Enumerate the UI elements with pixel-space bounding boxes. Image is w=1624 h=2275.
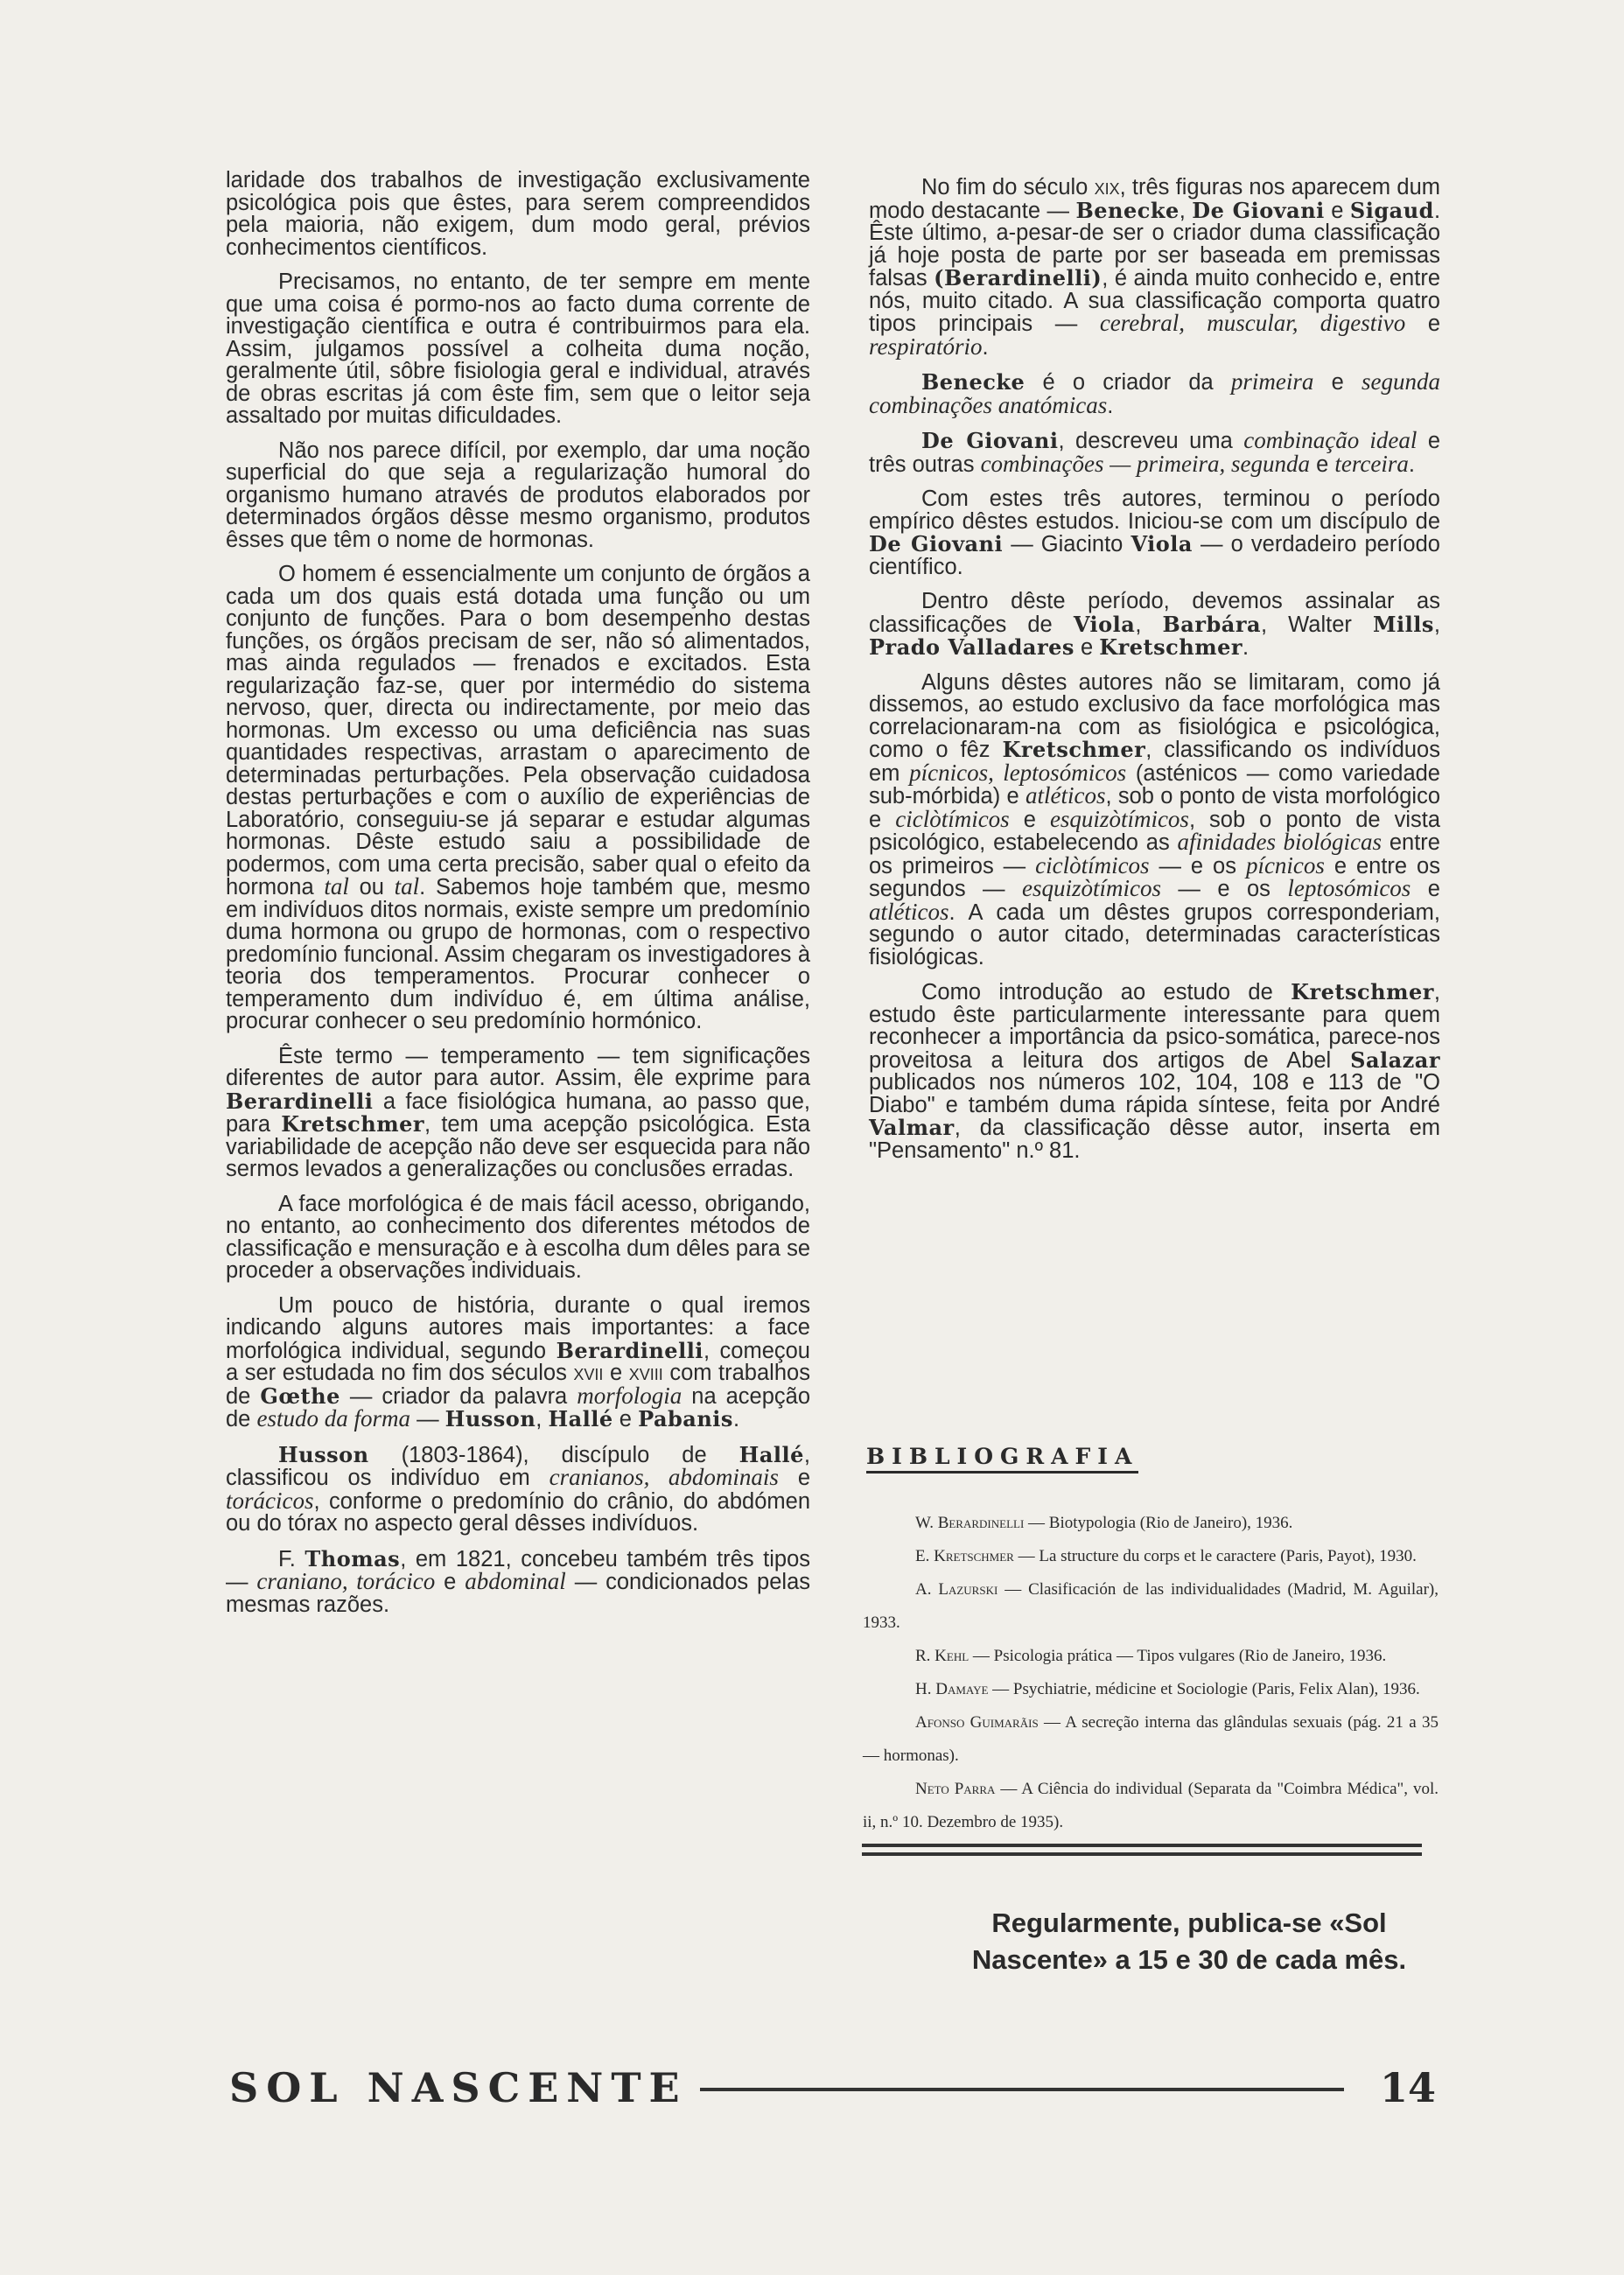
- bibliography-title: BIBLIOGRAFIA: [866, 1444, 1138, 1474]
- left-column: [226, 170, 810, 1628]
- divider: [862, 1852, 1422, 1856]
- bibliography-entry: A. Lazurski — Clasificación de las individualidades (Madrid, M. Aguilar), 1933.: [863, 1580, 1439, 1632]
- paragraph: Como introdução ao estudo de Kretschmer, estudo êste particularmente interessante para quem reconhecer a importância da psico-somática, parece-nos proveitosa a leitura dos artigos de Abel Salazar publicados nos números 102, 104, 108 e 113 de "O Diabo" e também duma rápida síntese, feita por André Valmar, da classificação dêsse autor, inserta em "Pensamento" n.º 81.: [869, 979, 1440, 1163]
- paragraph: Husson (1803-1864), discípulo de Hallé, classificou os indivíduo em cranianos, abdominais e torácicos, conforme o predomínio do crânio, do abdómen ou do tórax no aspecto geral dêsses indivíduos.: [226, 1441, 810, 1536]
- bibliography-entry: W. Berardinelli — Biotypologia (Rio de Janeiro), 1936.: [915, 1514, 1293, 1532]
- paragraph: A face morfológica é de mais fácil acesso, obrigando, no entanto, ao conhecimento dos diferentes métodos de classificação e mensuração e à escolha dum dêles para se proceder a observações individuais.: [226, 1191, 810, 1283]
- paragraph: Alguns dêstes autores não se limitaram, como já dissemos, ao estudo exclusivo da face morfológica mas correlacionaram-na com as fisiológica e psicológica, como o fêz Kretschmer, classificando os indivíduos em pícnicos, leptosómicos (asténicos — como variedade sub-mórbida) e atléticos, sob o ponto de vista morfológico e ciclòtímicos e esquizòtímicos, sob o ponto de vista psicológico, estabelecendo as afinidades biológicas entre os primeiros — ciclòtímicos — e os pícnicos e entre os segundos — esquizòtímicos — e os leptosómicos e atléticos. A cada um dêstes grupos corresponderiam, segundo o autor citado, determinadas características fisiológicas.: [869, 669, 1441, 970]
- paragraph: Um pouco de história, durante o qual iremos indicando alguns autores mais importantes: a face morfológica individual, segundo Berardinelli, começou a ser estudada no fim dos séculos xvii e xviii com trabalhos de Gœthe — criador da palavra morfologia na acepção de estudo da forma — Husson, Hallé e Pabanis.: [226, 1292, 811, 1432]
- bibliography-entry: Afonso Guimarãis — A secreção interna das glândulas sexuais (pág. 21 a 35 — hormonas).: [863, 1713, 1438, 1765]
- paragraph: Não nos parece difícil, por exemplo, dar uma noção superficial do que seja a regularização humoral do organismo humano através de produtos elaborados por determinados órgãos dêsse mesmo organismo, produtos êsses que têm o nome de hormonas.: [226, 438, 810, 552]
- publication-notice: Regularmente, publica-se «Sol Nascente» a 15 e 30 de cada mês.: [971, 1908, 1407, 1975]
- bibliography-list: [863, 1507, 1438, 1839]
- paragraph: De Giovani, descreveu uma combinação ideal e três outras combinações — primeira, segunda e terceira.: [869, 427, 1440, 477]
- paragraph: Êste termo — temperamento — tem significações diferentes de autor para autor. Assim, êle exprime para Berardinelli a face fisiológica humana, ao passo que, para Kretschmer, tem uma acepção psicológica. Esta variabilidade de acepção não deve ser esquecida para não sermos levados a generalizações ou conclusões erradas.: [226, 1043, 811, 1181]
- bibliography-entry: H. Damaye — Psychiatrie, médicine et Sociologie (Paris, Felix Alan), 1936.: [915, 1680, 1420, 1698]
- footer-rule: [700, 2088, 1344, 2091]
- footer-title: SOL NASCENTE: [229, 2064, 688, 2111]
- bibliography-entry: Neto Parra — A Ciência do individual (Separata da "Coimbra Médica", vol. ii, n.º 10. Dezembro de 1935).: [863, 1780, 1438, 1831]
- page-number: 14: [1380, 2064, 1437, 2111]
- paragraph: No fim do século xix, três figuras nos aparecem dum modo destacante — Benecke, De Giovani e Sigaud. Êste último, a-pesar-de ser o criador duma classificação já hoje posta de parte por ser baseada em premissas falsas (Berardinelli), é ainda muito conhecido e, entre nós, muito citado. A sua classificação comporta quatro tipos principais — cerebral, muscular, digestivo e respiratório.: [869, 175, 1441, 360]
- right-column: [869, 177, 1440, 1174]
- paragraph: laridade dos trabalhos de investigação exclusivamente psicológica pois que êstes, para serem compreendidos pela maioria, não exigem, dum modo geral, prévios conhecimentos científicos.: [226, 168, 810, 260]
- paragraph: O homem é essencialmente um conjunto de órgãos a cada um dos quais está dotada uma função ou um conjunto de funções. Para o bom desempenho destas funções, os órgãos precisam de ser, não só alimentados, mas ainda regulados — frenados e excitados. Esta regularização faz-se, quer por intermédio do sistema nervoso, quer, directa ou indirectamente, por meio das hormonas. Um excesso ou uma deficiência nas suas quantidades respectivas, arrastam o aparecimento de determinadas perturbações. Pela observação cuidadosa destas perturbações e com o auxílio de experiências de Laboratório, conseguiu-se já separar e estudar algumas hormonas. Dêste estudo saiu a possibilidade de podermos, com uma certa precisão, saber qual o efeito da hormona tal ou tal. Sabemos hoje também que, mesmo em indivíduos ditos normais, existe sempre um predomínio duma hormona ou grupo de hormonas, com o respectivo predomínio funcional. Assim chegaram os investigadores à teoria dos temperamentos. Procurar conhecer o temperamento dum indivíduo é, em última análise, procurar conhecer o seu predomínio hormónico.: [226, 562, 810, 1033]
- divider: [862, 1844, 1422, 1847]
- paragraph: Benecke é o criador da primeira e segunda combinações anatómicas.: [869, 368, 1440, 418]
- paragraph: Com estes três autores, terminou o período empírico dêstes estudos. Iniciou-se com um discípulo de De Giovani — Giacinto Viola — o verdadeiro período científico.: [869, 486, 1440, 579]
- paragraph: Dentro dêste período, devemos assinalar as classificações de Viola, Barbára, Walter Mills, Prado Valladares e Kretschmer.: [869, 589, 1441, 660]
- paragraph: F. Thomas, em 1821, concebeu também três tipos — craniano, torácico e abdominal — condicionados pelas mesmas razões.: [226, 1545, 811, 1617]
- paragraph: Precisamos, no entanto, de ter sempre em mente que uma coisa é pormo-nos ao facto duma corrente de investigação científica e outra é contribuirmos para ela. Assim, julgamos possível a colheita duma noção, geralmente útil, sôbre fisiologia geral e individual, através de obras escritas já com êste fim, sem que o leitor seja assaltado por muitas dificuldades.: [226, 270, 810, 428]
- bibliography-entry: E. Kretschmer — La structure du corps et le caractere (Paris, Payot), 1930.: [915, 1547, 1417, 1565]
- bibliography-entry: R. Kehl — Psicologia prática — Tipos vulgares (Rio de Janeiro, 1936.: [915, 1647, 1387, 1665]
